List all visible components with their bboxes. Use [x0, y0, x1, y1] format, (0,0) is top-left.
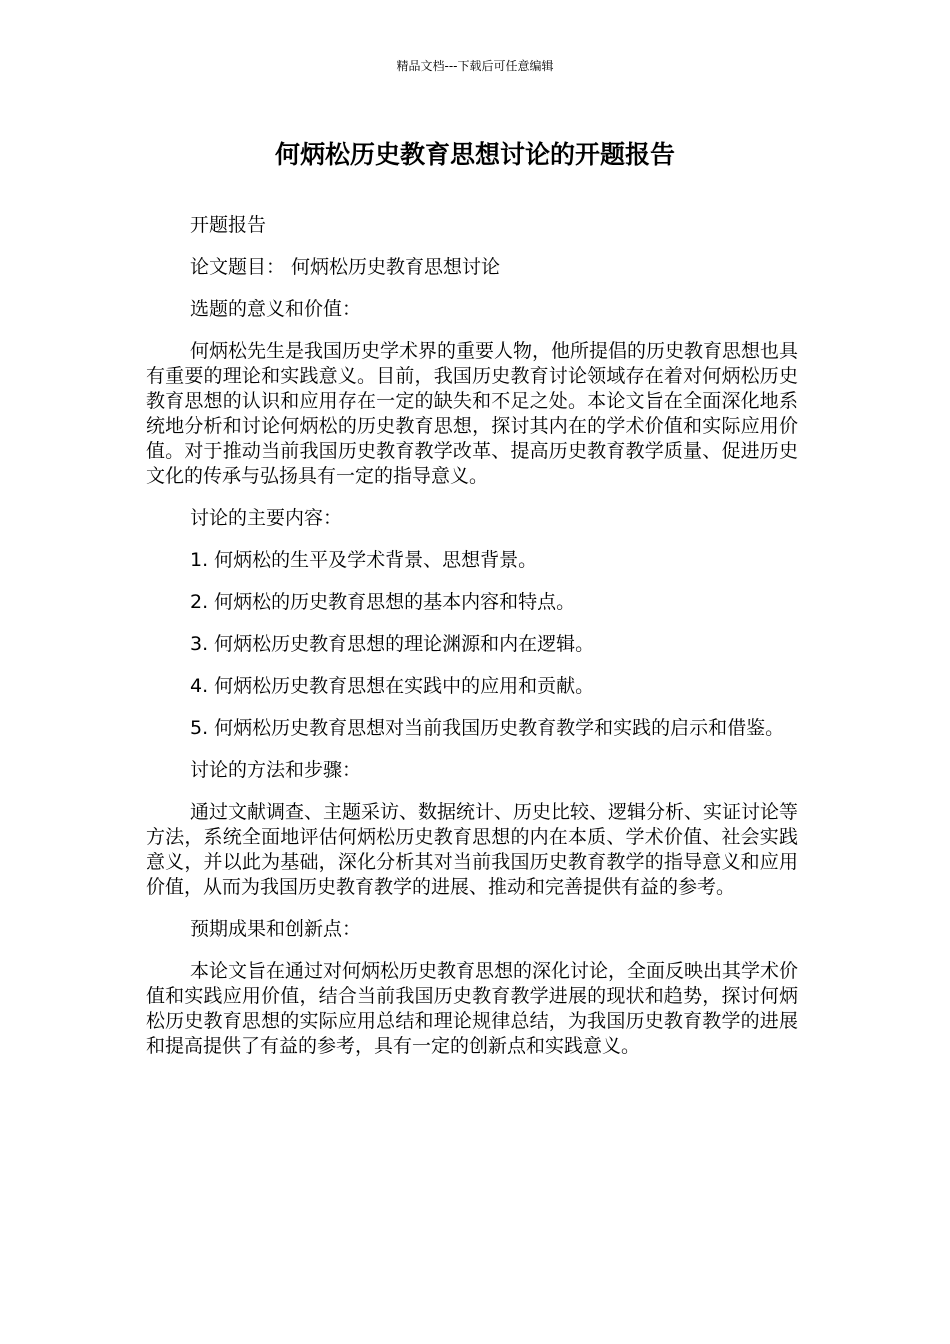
heading-main-content: 讨论的主要内容：: [190, 507, 343, 529]
list-item-content-1: 1. 何炳松的生平及学术背景、思想背景。: [190, 549, 538, 571]
list-item-content-2: 2. 何炳松的历史教育思想的基本内容和特点。: [190, 591, 576, 613]
heading-expected-results: 预期成果和创新点：: [190, 918, 362, 940]
paragraph-significance: 何炳松先生是我国历史学术界的重要人物，他所提倡的历史教育思想也具有重要的理论和实践意义。目前，我国历史教育讨论领域存在着对何炳松历史教育思想的认识和应用存在一定的缺失和不足之处。本论文旨在全面深化地系统地分析和讨论何炳松的历史教育思想，探讨其内在的学术价值和实际应用价值。对于推动当前我国历史教育教学改革、提高历史教育教学质量、促进历史文化的传承与弘扬具有一定的指导意义。: [146, 340, 799, 487]
list-item-content-5: 5. 何炳松历史教育思想对当前我国历史教育教学和实践的启示和借鉴。: [190, 717, 785, 739]
paragraph-expected-results: 本论文旨在通过对何炳松历史教育思想的深化讨论，全面反映出其学术价值和实践应用价值，结合当前我国历史教育教学进展的现状和趋势，探讨何炳松历史教育思想的实际应用总结和理论规律总结，为我国历史教育教学的进展和提高提供了有益的参考，具有一定的创新点和实践意义。: [146, 960, 799, 1057]
paragraph-report-label: 开题报告: [190, 214, 267, 236]
paragraph-methods: 通过文献调查、主题采访、数据统计、历史比较、逻辑分析、实证讨论等方法，系统全面地评估何炳松历史教育思想的内在本质、学术价值、社会实践意义，并以此为基础，深化分析其对当前我国历史教育教学的指导意义和应用价值，从而为我国历史教育教学的进展、推动和完善提供有益的参考。: [146, 801, 799, 898]
heading-methods: 讨论的方法和步骤：: [190, 759, 362, 781]
paragraph-thesis-title: 论文题目： 何炳松历史教育思想讨论: [190, 256, 501, 278]
list-item-content-3: 3. 何炳松历史教育思想的理论渊源和内在逻辑。: [190, 633, 595, 655]
page-header: 精品文档---下载后可任意编辑: [396, 59, 554, 73]
heading-significance: 选题的意义和价值：: [190, 298, 362, 320]
document-title: 何炳松历史教育思想讨论的开题报告: [274, 140, 675, 169]
document-body: [146, 213, 798, 1076]
list-item-content-4: 4. 何炳松历史教育思想在实践中的应用和贡献。: [190, 675, 595, 697]
